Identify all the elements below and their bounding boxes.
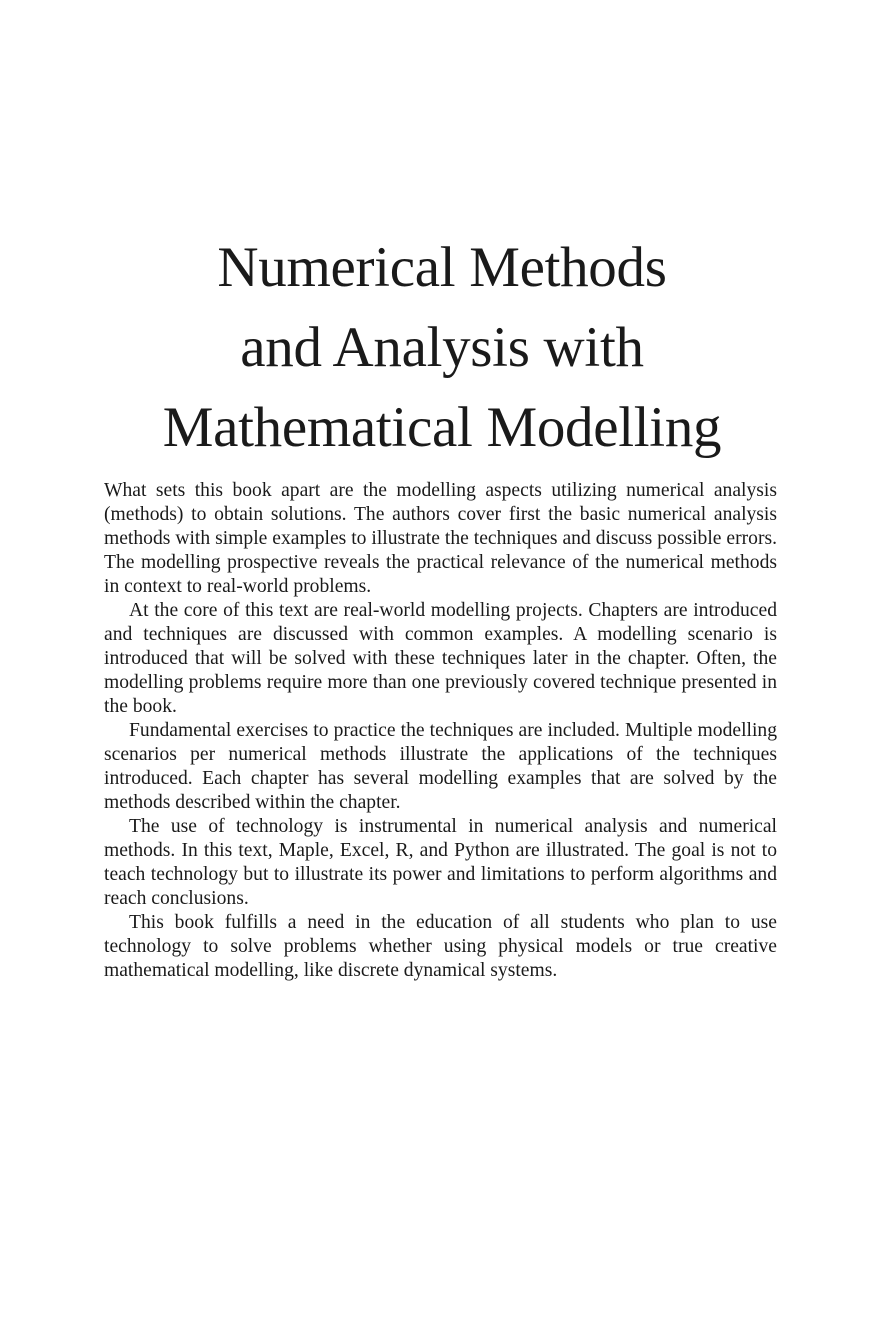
description-paragraph-5: This book fulfills a need in the education of all students who plan to use technology to solve problems whether using physical models or true creative mathematical modelling, like discrete dynamical systems. [104, 912, 777, 981]
description-paragraph-4: The use of technology is instrumental in numerical analysis and numerical methods. In this text, Maple, Excel, R, and Python are illustrated. The goal is not to teach technology but to illustrate its power and limitations to perform algorithms and reach conclusions. [104, 816, 777, 909]
description-paragraph-1: What sets this book apart are the modelling aspects utilizing numerical analysis (methods) to obtain solutions. The authors cover first the basic numerical analysis methods with simple examples to illustrate the techniques and discuss possible errors. The modelling prospective reveals the practical relevance of the numerical methods in context to real-world problems. [104, 480, 777, 597]
description-paragraph-3: Fundamental exercises to practice the techniques are included. Multiple modelling scenarios per numerical methods illustrate the applications of the techniques introduced. Each chapter has several modelling examples that are solved by the methods described within the chapter. [104, 720, 777, 813]
book-title-line-3: Mathematical Modelling [162, 396, 722, 459]
description-paragraph-2: At the core of this text are real-world modelling projects. Chapters are introduced and techniques are discussed with common examples. A modelling scenario is introduced that will be solved with these techniques later in the chapter. Often, the modelling problems require more than one previously covered technique presented in the book. [104, 600, 777, 717]
book-title-line-1: Numerical Methods [217, 236, 667, 299]
book-title-line-2: and Analysis with [240, 316, 644, 379]
book-description [104, 479, 777, 983]
book-title [60, 228, 824, 468]
